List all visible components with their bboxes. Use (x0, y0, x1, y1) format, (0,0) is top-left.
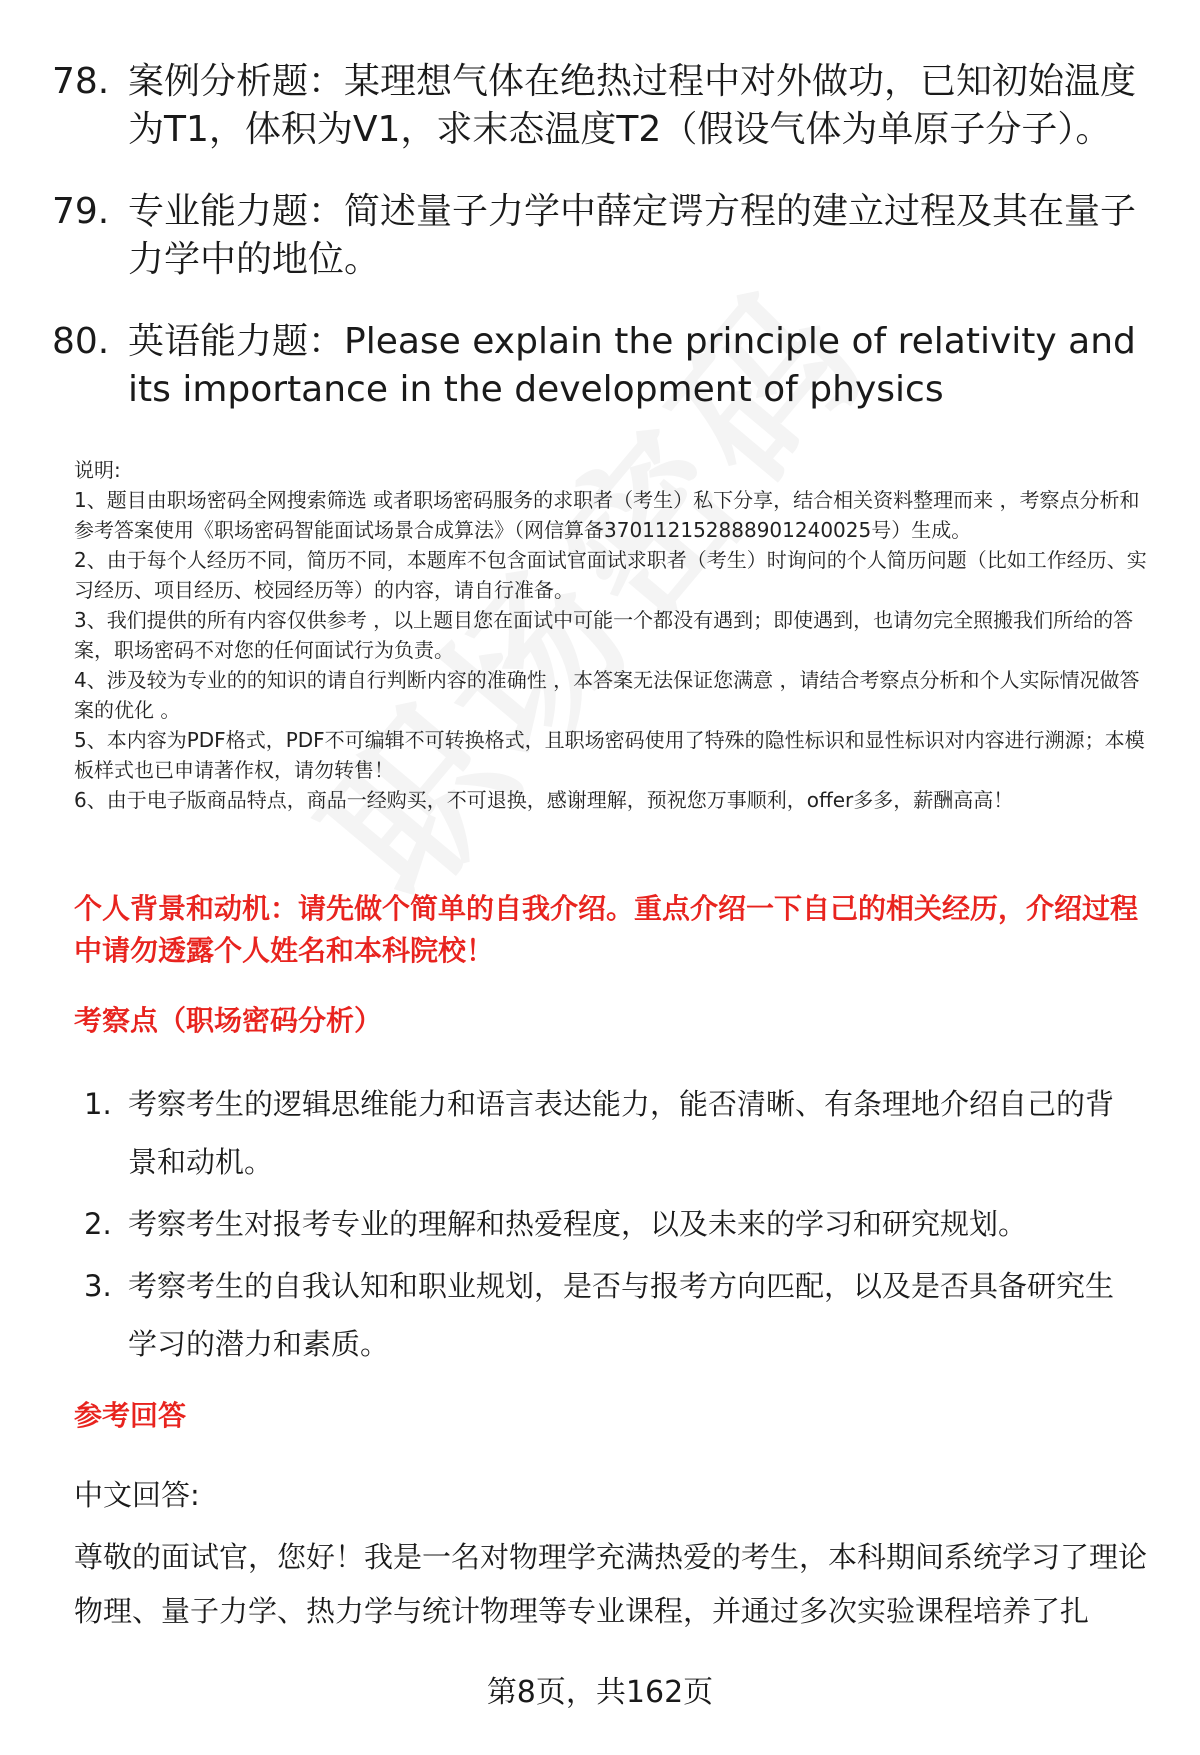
note-item: 1、题目由职场密码全网搜索筛选 或者职场密码服务的求职者（考生）私下分享，结合相关资料整理而来 ，考察点分析和参考答案使用《职场密码智能面试场景合成算法》（网信算备370112152888901240025号）生成。 (74, 488, 1140, 542)
analysis-point (84, 1195, 1154, 1253)
analysis-points (84, 1075, 1154, 1377)
notes-section (74, 455, 1154, 815)
note-item: 3、我们提供的所有内容仅供参考 ，以上题目您在面试中可能一个都没有遇到；即使遇到，也请勿完全照搬我们所给的答案，职场密码不对您的任何面试行为负责。 (74, 608, 1134, 662)
note-item: 5、本内容为PDF格式，PDF不可编辑不可转换格式，且职场密码使用了特殊的隐性标识和显性标识对内容进行溯源；本模板样式也已申请著作权，请勿转售！ (74, 728, 1145, 782)
question-list (52, 58, 1152, 448)
question-text: 英语能力题：Please explain the principle of relativity and its importance in the development of physics (128, 321, 1136, 410)
page-footer: 第8页，共162页 (486, 1675, 714, 1710)
answer-text: 尊敬的面试官，您好！我是一名对物理学充满热爱的考生，本科期间系统学习了理论物理、量子力学、热力学与统计物理等专业课程，并通过多次实验课程培养了扎 (74, 1540, 1148, 1628)
answer-label: 中文回答: (74, 1478, 200, 1512)
question-item (52, 58, 1152, 154)
point-text: 考察考生对报考专业的理解和热爱程度，以及未来的学习和研究规划。 (128, 1207, 1028, 1241)
question-text: 案例分析题：某理想气体在绝热过程中对外做功，已知初始温度为T1，体积为V1，求末态温度T2（假设气体为单原子分子）。 (128, 61, 1137, 150)
notes-title: 说明: (74, 458, 121, 482)
note-item: 4、涉及较为专业的的知识的请自行判断内容的准确性 ，本答案无法保证您满意 ，请结合考察点分析和个人实际情况做答案的优化 。 (74, 668, 1140, 722)
analysis-point (84, 1257, 1154, 1373)
point-text: 考察考生的自我认知和职业规划，是否与报考方向匹配，以及是否具备研究生学习的潜力和素质。 (128, 1269, 1115, 1361)
note-item: 6、由于电子版商品特点，商品一经购买，不可退换，感谢理解，预祝您万事顺利，offer多多，薪酬高高！ (74, 788, 1014, 812)
point-number: 3. (84, 1269, 112, 1303)
question-text: 专业能力题：简述量子力学中薛定谔方程的建立过程及其在量子力学中的地位。 (128, 191, 1137, 280)
reference-heading: 参考回答 (74, 1399, 187, 1432)
question-number: 80. (52, 321, 110, 362)
question-item (52, 318, 1152, 414)
analysis-heading: 考察点（职场密码分析） (74, 1004, 383, 1037)
question-item (52, 188, 1152, 284)
question-number: 78. (52, 61, 110, 102)
question-heading: 个人背景和动机：请先做个简单的自我介绍。重点介绍一下自己的相关经历，介绍过程中请勿透露个人姓名和本科院校！ (74, 892, 1139, 967)
point-number: 2. (84, 1207, 112, 1241)
question-number: 79. (52, 191, 110, 232)
note-item: 2、由于每个人经历不同，简历不同，本题库不包含面试官面试求职者（考生）时询问的个人简历问题（比如工作经历、实习经历、项目经历、校园经历等）的内容，请自行准备。 (74, 548, 1147, 602)
analysis-point (84, 1075, 1154, 1191)
point-number: 1. (84, 1087, 112, 1121)
point-text: 考察考生的逻辑思维能力和语言表达能力，能否清晰、有条理地介绍自己的背景和动机。 (128, 1087, 1115, 1179)
